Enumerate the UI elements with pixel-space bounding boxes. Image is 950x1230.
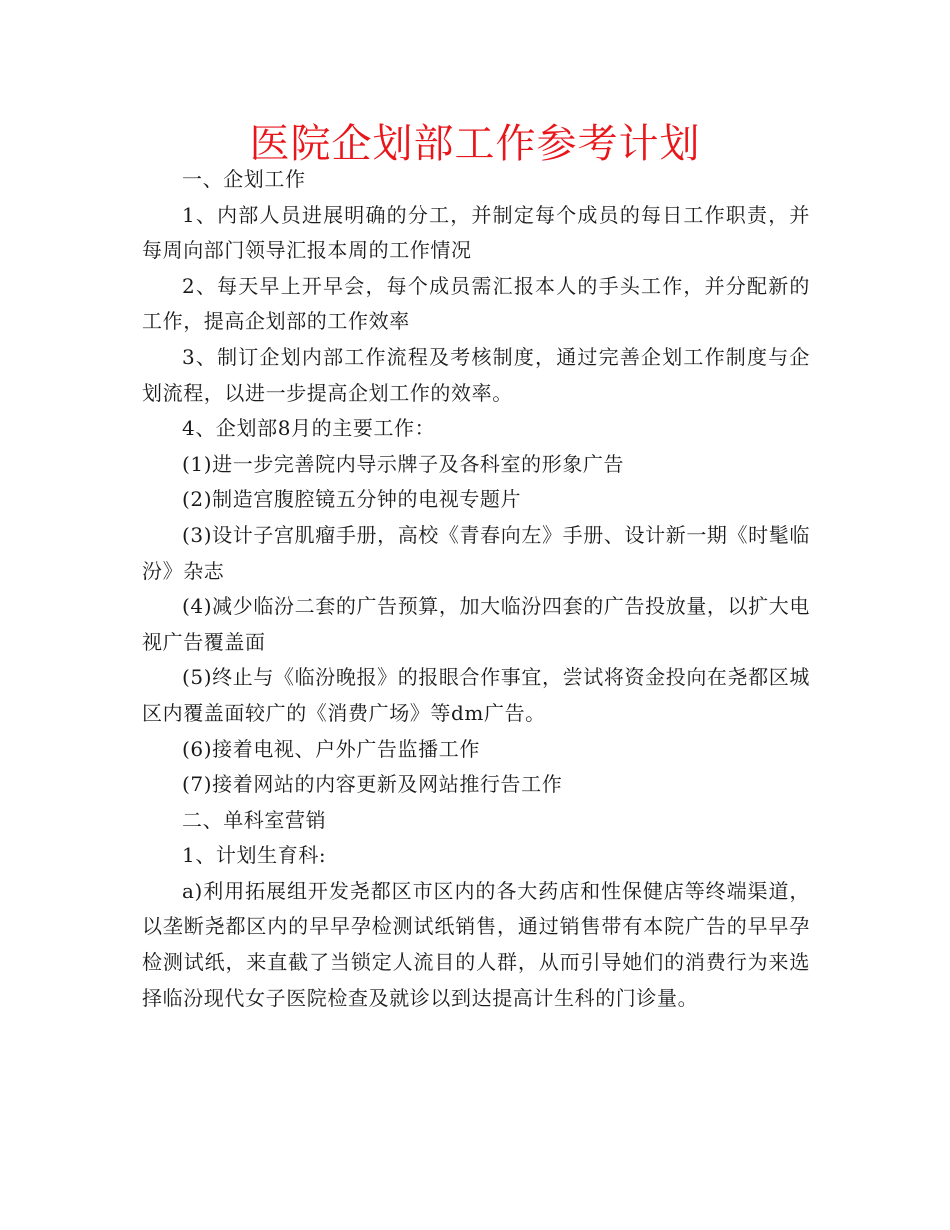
list-item: (3)设计子宫肌瘤手册，高校《青春向左》手册、设计新一期《时髦临汾》杂志: [142, 522, 810, 583]
document-body: [142, 162, 810, 1016]
document-title: 医院企划部工作参考计划: [249, 121, 701, 167]
paragraph: a)利用拓展组开发尧都区市区内的各大药店和性保健店等终端渠道，以垄断尧都区内的早早孕检测试纸销售，通过销售带有本院广告的早早孕检测试纸，来直截了当锁定人流目的人群，从而引导她们的消费行为来选择临汾现代女子医院检查及就诊以到达提高计生科的门诊量。: [142, 878, 810, 1010]
list-item: (7)接着网站的内容更新及网站推行告工作: [182, 772, 563, 797]
paragraph: 1、计划生育科:: [182, 843, 327, 868]
list-item: (6)接着电视、户外广告监播工作: [182, 736, 480, 761]
list-item: (4)减少临汾二套的广告预算，加大临汾四套的广告投放量，以扩大电视广告覆盖面: [142, 594, 810, 654]
paragraph: 1、内部人员进展明确的分工，并制定每个成员的每日工作职责，并每周向部门领导汇报本周的工作情况: [142, 202, 810, 263]
list-item: (1)进一步完善院内导示牌子及各科室的形象广告: [182, 451, 625, 476]
paragraph: 2、每天早上开早会，每个成员需汇报本人的手头工作，并分配新的工作，提高企划部的工作效率: [142, 273, 810, 334]
list-item: (2)制造宫腹腔镜五分钟的电视专题片: [182, 487, 522, 512]
paragraph: 4、企划部8月的主要工作：: [182, 416, 436, 441]
paragraph-section-heading: 一、企划工作: [182, 167, 306, 191]
paragraph-section-heading: 二、单科室营销: [182, 807, 327, 832]
list-item: (5)终止与《临汾晚报》的报眼合作事宜，尝试将资金投向在尧都区城区内覆盖面较广的《消费广场》等dm广告。: [142, 665, 810, 725]
paragraph: 3、制订企划内部工作流程及考核制度，通过完善企划工作制度与企划流程，以进一步提高企划工作的效率。: [142, 344, 810, 405]
